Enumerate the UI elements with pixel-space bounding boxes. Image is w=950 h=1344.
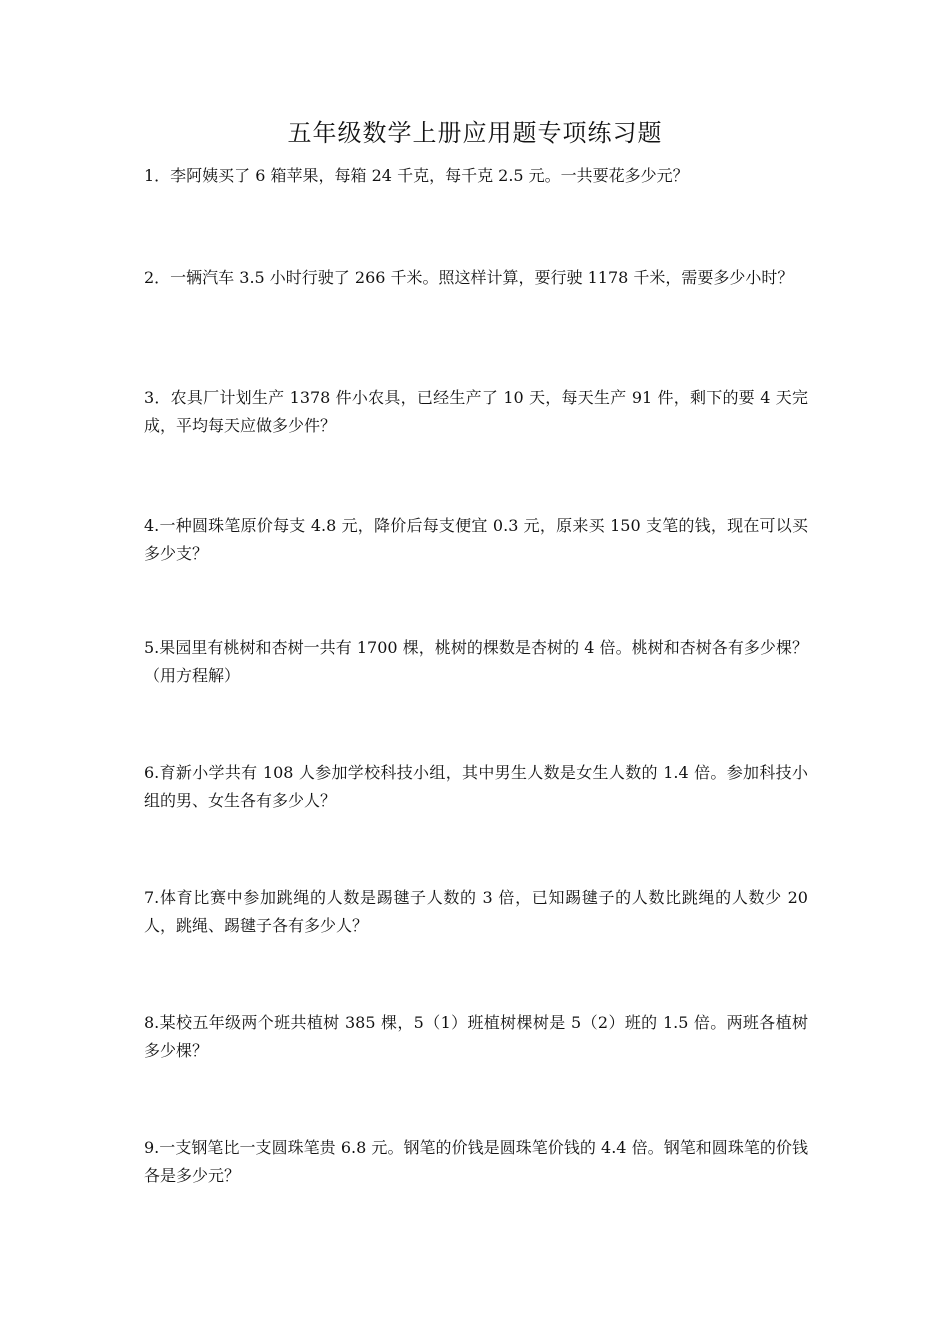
question-4: 4.一种圆珠笔原价每支 4.8 元，降价后每支便宜 0.3 元，原来买 150 支笔的钱，现在可以买多少支？ (144, 516, 808, 563)
question-9: 9.一支钢笔比一支圆珠笔贵 6.8 元。钢笔的价钱是圆珠笔价钱的 4.4 倍。钢笔和圆珠笔的价钱各是多少元？ (144, 1138, 808, 1185)
question-6: 6.育新小学共有 108 人参加学校科技小组，其中男生人数是女生人数的 1.4 倍。参加科技小组的男、女生各有多少人？ (144, 763, 808, 810)
question-7: 7.体育比赛中参加跳绳的人数是踢毽子人数的 3 倍，已知踢毽子的人数比跳绳的人数少 20 人，跳绳、踢毽子各有多少人？ (144, 888, 808, 935)
document-title: 五年级数学上册应用题专项练习题 (287, 119, 663, 147)
question-8: 8.某校五年级两个班共植树 385 棵，5（1）班植树棵树是 5（2）班的 1.5 倍。两班各植树多少棵？ (144, 1013, 808, 1060)
question-1: 1．李阿姨买了 6 箱苹果，每箱 24 千克，每千克 2.5 元。一共要花多少元？ (144, 166, 689, 185)
question-5: 5.果园里有桃树和杏树一共有 1700 棵，桃树的棵数是杏树的 4 倍。桃树和杏树各有多少棵？（用方程解） (144, 638, 808, 685)
question-3: 3．农具厂计划生产 1378 件小农具，已经生产了 10 天，每天生产 91 件，剩下的要 4 天完成，平均每天应做多少件？ (144, 388, 808, 435)
question-2: 2．一辆汽车 3.5 小时行驶了 266 千米。照这样计算，要行驶 1178 千米，需要多少小时？ (144, 268, 794, 287)
